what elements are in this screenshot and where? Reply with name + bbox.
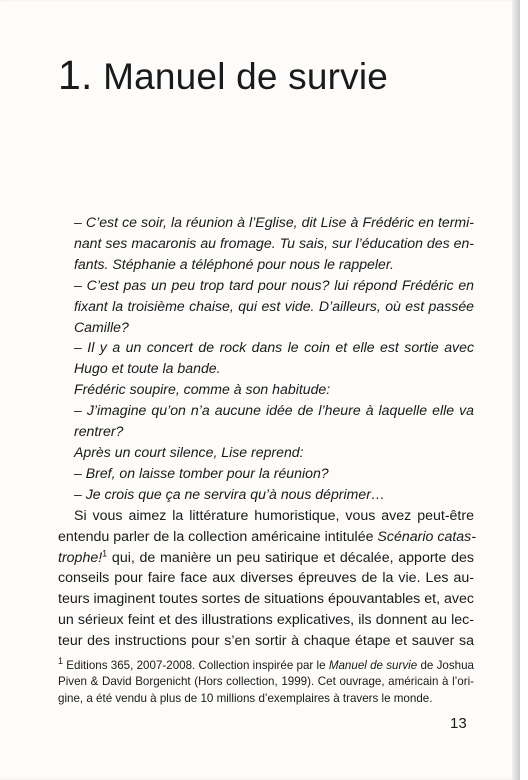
dialogue-line: Après un court silence, Lise reprend: — [74, 443, 304, 460]
footnote-text-run: de Joshua — [417, 659, 474, 672]
body-line: teur des instructions pour s’en sortir à chaque étape et sauver sa — [58, 632, 474, 649]
dialogue-line: – Je crois que ça ne servira qu’à nous déprimer… — [74, 485, 385, 502]
dialogue-line: – C’est ce soir, la réunion à l’Eglise, dit Lise à Frédéric en termi- — [74, 214, 474, 230]
chapter-title — [58, 52, 388, 99]
body-paragraph — [58, 506, 474, 652]
page-number: 13 — [450, 715, 467, 732]
footnote-reference: 1 — [102, 547, 108, 558]
footnote — [58, 658, 474, 707]
body-text-run: entendu parler de la collection américaine intitulée — [58, 528, 378, 545]
book-title-italic: Scénario catas- — [377, 528, 476, 545]
dialogue-line: – J’imagine qu’on n’a aucune idée de l’heure à laquelle elle va — [74, 402, 474, 419]
dialogue-line: Frédéric soupire, comme à son habitude: — [74, 381, 331, 398]
dialogue-line: – C’est pas un peu trop tard pour nous? lui répond Frédéric en — [74, 276, 474, 293]
body-line: conseils pour faire face aux diverses épreuves de la vie. Les au- — [58, 570, 474, 587]
body-line — [58, 527, 474, 548]
body-line — [58, 548, 474, 569]
footnote-text-run: Editions 365, 2007-2008. Collection inspirée par le — [66, 659, 329, 672]
dialogue-line: nant ses macaronis au fromage. Tu sais, sur l’éducation des en- — [74, 234, 474, 251]
footnote-line: gine, a été vendu à plus de 10 millions d’exemplaires à travers le monde. — [58, 691, 433, 705]
body-line: teurs imaginent toutes sortes de situations épouvantables et, avec — [58, 591, 474, 608]
body-text-run: qui, de manière un peu satirique et décalée, apporte des — [107, 549, 474, 566]
dialogue-line: fixant la troisième chaise, qui est vide. D’ailleurs, où est passée — [74, 297, 474, 314]
dialogue-line: – Il y a un concert de rock dans le coin et elle est sortie avec — [74, 339, 474, 356]
footnote-line: Piven & David Borgenicht (Hors collection, 1999). Cet ouvrage, américain à l’ori- — [58, 675, 474, 689]
book-title-italic: trophe! — [58, 549, 103, 566]
dialogue-line: – Bref, on laisse tomber pour la réunion? — [74, 464, 329, 481]
chapter-number: 1. — [58, 52, 93, 98]
dialogue-line: fants. Stéphanie a téléphoné pour nous le rappeler. — [74, 255, 394, 272]
dialogue-line: rentrer? — [74, 423, 124, 440]
footnote-line — [58, 658, 474, 674]
footnote-marker: 1 — [58, 656, 64, 667]
chapter-title-text: Manuel de survie — [103, 56, 389, 97]
body-line: un sérieux feint et des illustrations explicatives, ils donnent au lec- — [58, 611, 474, 628]
dialogue-line: Hugo et toute la bande. — [74, 360, 221, 377]
cited-title-italic: Manuel de survie — [328, 659, 418, 672]
page-edge-shadow — [512, 0, 520, 780]
body-line: Si vous aimez la littérature humoristique, vous avez peut-être — [74, 508, 474, 524]
dialogue-line: Camille? — [74, 318, 129, 335]
dialogue-block — [74, 212, 474, 505]
